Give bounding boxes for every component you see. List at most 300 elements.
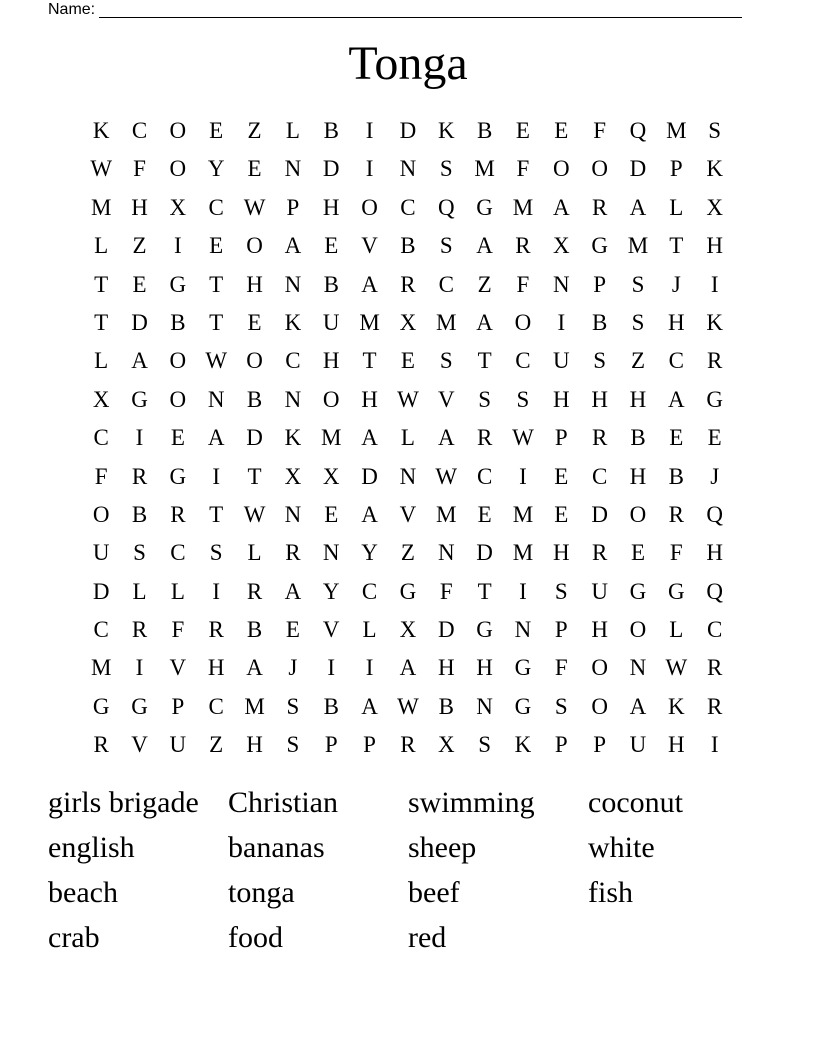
grid-letter: F [171, 617, 185, 643]
grid-letter: P [554, 732, 568, 758]
grid-letter: S [439, 156, 453, 182]
grid-row [82, 458, 734, 496]
grid-letter: H [668, 309, 685, 335]
grid-letter: P [286, 194, 300, 220]
word-list-item: white [588, 831, 655, 864]
grid-letter: S [439, 233, 453, 259]
grid-letter: P [324, 732, 338, 758]
grid-letter: J [671, 271, 681, 297]
grid-letter: Z [209, 732, 224, 758]
grid-letter: G [169, 463, 187, 489]
grid-letter: W [512, 425, 534, 451]
grid-letter: N [284, 386, 302, 412]
grid-letter: D [399, 118, 417, 143]
grid-letter: K [437, 118, 455, 143]
word-list-item: beach [48, 876, 118, 909]
grid-letter: Q [629, 118, 647, 143]
grid-letter: C [285, 348, 301, 374]
grid-row [82, 189, 734, 227]
grid-letter: L [94, 233, 109, 259]
grid-letter: A [361, 501, 378, 527]
grid-letter: T [209, 271, 224, 297]
grid-row [82, 304, 734, 342]
grid-letter: R [170, 501, 186, 527]
grid-letter: T [477, 578, 492, 604]
grid-letter: A [361, 693, 378, 719]
grid-letter: I [557, 309, 566, 335]
grid-letter: X [437, 732, 455, 758]
grid-letter: I [519, 578, 527, 604]
grid-letter: O [169, 348, 187, 374]
grid-letter: H [476, 655, 493, 681]
grid-letter: W [205, 348, 228, 374]
grid-letter: I [212, 578, 221, 604]
grid-letter: R [208, 617, 224, 643]
grid-letter: I [135, 655, 144, 681]
grid-letter: H [437, 655, 455, 681]
grid-letter: R [246, 578, 263, 604]
grid-letter: D [629, 156, 647, 182]
grid-letter: R [131, 617, 148, 643]
grid-letter: O [514, 309, 532, 335]
name-field[interactable] [48, 0, 742, 18]
grid-letter: E [630, 540, 646, 566]
letter-grid [82, 112, 734, 764]
grid-letter: H [361, 386, 378, 412]
grid-letter: F [516, 156, 530, 182]
grid-letter: H [591, 386, 608, 412]
grid-letter: I [710, 271, 719, 297]
grid-letter: B [246, 386, 263, 412]
grid-letter: Q [706, 501, 723, 527]
grid-letter: G [131, 693, 148, 719]
grid-letter: A [131, 348, 148, 374]
grid-letter: M [474, 156, 495, 182]
grid-letter: Q [437, 194, 455, 220]
grid-letter: A [476, 233, 493, 259]
grid-letter: S [478, 386, 491, 412]
grid-letter: G [476, 617, 493, 643]
grid-letter: H [629, 386, 647, 412]
name-label: Name: [48, 1, 96, 18]
grid-letter: O [361, 194, 378, 220]
grid-letter: V [131, 732, 148, 758]
grid-letter: E [669, 425, 684, 451]
grid-letter: O [169, 118, 187, 143]
grid-letter: B [476, 118, 493, 143]
grid-letter: A [207, 425, 225, 451]
grid-letter: E [285, 617, 300, 643]
grid-letter: K [284, 309, 302, 335]
grid-letter: E [170, 425, 185, 451]
grid-letter: L [285, 118, 300, 143]
grid-letter: H [668, 732, 685, 758]
grid-letter: I [519, 463, 527, 489]
grid-letter: H [246, 732, 263, 758]
grid-letter: N [284, 501, 302, 527]
grid-letter: F [516, 271, 530, 297]
grid-letter: U [322, 309, 340, 335]
grid-letter: M [512, 194, 534, 220]
grid-letter: Z [630, 348, 646, 374]
grid-letter: F [593, 118, 607, 143]
grid-letter: O [92, 501, 110, 527]
grid-row [82, 649, 734, 687]
grid-letter: B [630, 425, 646, 451]
grid-letter: R [707, 655, 723, 681]
grid-letter: D [361, 463, 378, 489]
grid-letter: Y [207, 156, 225, 182]
grid-letter: N [629, 655, 647, 681]
grid-letter: S [133, 540, 146, 566]
grid-letter: E [324, 501, 339, 527]
grid-letter: J [710, 463, 720, 489]
grid-letter: E [554, 118, 569, 143]
grid-letter: H [131, 194, 148, 220]
grid-letter: P [554, 425, 568, 451]
grid-letter: W [243, 501, 266, 527]
grid-letter: C [438, 271, 454, 297]
grid-letter: G [591, 233, 608, 259]
grid-letter: G [169, 271, 187, 297]
grid-letter: K [284, 425, 302, 451]
grid-letter: O [169, 386, 187, 412]
grid-row [82, 227, 734, 265]
grid-letter: A [629, 693, 647, 719]
grid-letter: I [365, 655, 374, 681]
grid-letter: E [209, 118, 224, 143]
grid-letter: Z [247, 118, 262, 143]
grid-letter: E [132, 271, 147, 297]
grid-letter: I [365, 118, 374, 143]
grid-letter: N [476, 693, 493, 719]
grid-letter: F [133, 156, 146, 182]
grid-letter: R [400, 271, 416, 297]
grid-letter: T [209, 309, 224, 335]
grid-letter: A [246, 655, 263, 681]
grid-letter: S [631, 309, 645, 335]
grid-letter: L [170, 578, 185, 604]
grid-letter: A [284, 233, 302, 259]
grid-letter: U [552, 348, 570, 374]
grid-letter: O [591, 693, 608, 719]
grid-letter: G [131, 386, 148, 412]
grid-row [82, 726, 734, 764]
grid-letter: N [437, 540, 455, 566]
grid-letter: X [322, 463, 340, 489]
grid-letter: R [668, 501, 684, 527]
grid-letter: E [247, 309, 262, 335]
grid-letter: C [208, 693, 224, 719]
grid-row [82, 688, 734, 726]
grid-letter: I [212, 463, 221, 489]
grid-letter: N [514, 617, 532, 643]
grid-letter: R [93, 732, 109, 758]
grid-letter: Z [477, 271, 492, 297]
grid-letter: D [437, 617, 455, 643]
grid-letter: E [209, 233, 224, 259]
grid-letter: S [286, 693, 300, 719]
grid-letter: H [629, 463, 647, 489]
grid-letter: E [554, 501, 569, 527]
grid-letter: I [327, 655, 336, 681]
grid-letter: A [629, 194, 647, 220]
grid-letter: U [92, 540, 110, 566]
word-list-item: bananas [228, 831, 325, 864]
grid-letter: X [552, 233, 570, 259]
word-list-item: Christian [228, 786, 338, 819]
grid-letter: P [593, 732, 607, 758]
grid-letter: G [514, 655, 532, 681]
grid-letter: R [591, 540, 608, 566]
grid-letter: L [362, 617, 377, 643]
grid-letter: A [668, 386, 685, 412]
grid-letter: B [323, 118, 339, 143]
grid-letter: T [209, 501, 224, 527]
word-list-item: food [228, 921, 283, 954]
grid-letter: I [135, 425, 144, 451]
grid-letter: M [244, 693, 265, 719]
grid-letter: A [476, 309, 493, 335]
grid-letter: T [477, 348, 492, 374]
name-blank-line[interactable] [99, 3, 742, 18]
grid-letter: C [93, 617, 109, 643]
grid-letter: V [399, 501, 417, 527]
grid-letter: W [665, 655, 688, 681]
grid-letter: H [207, 655, 225, 681]
grid-letter: R [515, 233, 531, 259]
grid-letter: C [476, 463, 493, 489]
grid-letter: Y [361, 540, 378, 566]
grid-letter: G [399, 578, 417, 604]
grid-letter: C [208, 194, 224, 220]
grid-letter: G [629, 578, 647, 604]
grid-letter: T [94, 271, 109, 297]
grid-letter: A [399, 655, 417, 681]
grid-letter: T [94, 309, 109, 335]
grid-letter: N [399, 156, 417, 182]
grid-letter: C [400, 194, 416, 220]
grid-letter: W [397, 693, 419, 719]
grid-row [82, 496, 734, 534]
grid-letter: O [629, 617, 647, 643]
grid-letter: P [171, 693, 185, 719]
grid-letter: D [322, 156, 340, 182]
grid-letter: H [552, 386, 570, 412]
grid-letter: C [131, 118, 148, 143]
grid-letter: N [322, 540, 340, 566]
grid-letter: H [322, 194, 340, 220]
grid-letter: F [439, 578, 453, 604]
grid-letter: M [436, 309, 457, 335]
grid-letter: R [707, 348, 723, 374]
grid-letter: R [591, 194, 608, 220]
grid-letter: N [284, 156, 302, 182]
grid-letter: D [131, 309, 148, 335]
grid-letter: G [668, 578, 685, 604]
grid-letter: R [707, 693, 723, 719]
grid-letter: K [514, 732, 532, 758]
grid-letter: L [669, 617, 684, 643]
grid-letter: L [132, 578, 147, 604]
grid-row [82, 342, 734, 380]
grid-row [82, 381, 734, 419]
grid-letter: I [365, 156, 374, 182]
grid-letter: X [284, 463, 302, 489]
grid-letter: W [243, 194, 266, 220]
grid-letter: H [322, 348, 340, 374]
grid-letter: S [209, 540, 223, 566]
grid-letter: R [285, 540, 301, 566]
grid-letter: K [706, 156, 723, 182]
grid-letter: E [554, 463, 569, 489]
grid-letter: L [669, 194, 684, 220]
grid-letter: L [94, 348, 109, 374]
grid-letter: B [323, 693, 339, 719]
grid-row [82, 611, 734, 649]
grid-letter: U [629, 732, 647, 758]
grid-letter: V [437, 386, 455, 412]
grid-letter: C [170, 540, 186, 566]
grid-letter: F [669, 540, 683, 566]
word-list-item: swimming [408, 786, 535, 819]
grid-letter: Y [322, 578, 340, 604]
grid-letter: V [169, 655, 187, 681]
grid-letter: G [706, 386, 723, 412]
grid-letter: X [92, 386, 110, 412]
grid-letter: S [286, 732, 300, 758]
grid-letter: E [400, 348, 415, 374]
grid-row [82, 534, 734, 572]
grid-letter: X [399, 617, 417, 643]
grid-letter: M [321, 425, 342, 451]
grid-letter: G [514, 693, 532, 719]
grid-row [82, 266, 734, 304]
grid-letter: O [322, 386, 340, 412]
grid-letter: W [90, 156, 113, 182]
grid-letter: C [93, 425, 109, 451]
grid-letter: M [627, 233, 649, 259]
grid-letter: B [668, 463, 684, 489]
grid-letter: D [92, 578, 110, 604]
grid-letter: L [247, 540, 262, 566]
grid-letter: M [90, 194, 112, 220]
word-list-item: english [48, 831, 135, 864]
grid-letter: B [170, 309, 186, 335]
grid-letter: B [131, 501, 148, 527]
grid-letter: C [515, 348, 531, 374]
grid-letter: N [552, 271, 570, 297]
grid-letter: A [361, 271, 378, 297]
grid-letter: R [400, 732, 416, 758]
word-list-item: sheep [408, 831, 477, 864]
grid-letter: D [476, 540, 493, 566]
grid-letter: X [706, 194, 723, 220]
grid-letter: O [246, 348, 263, 374]
grid-letter: F [94, 463, 108, 489]
grid-letter: H [246, 271, 263, 297]
grid-letter: A [552, 194, 570, 220]
grid-row [82, 573, 734, 611]
grid-letter: B [323, 271, 339, 297]
grid-letter: O [591, 655, 608, 681]
grid-letter: T [247, 463, 262, 489]
grid-letter: E [247, 156, 262, 182]
grid-row [82, 419, 734, 457]
grid-letter: U [169, 732, 187, 758]
grid-letter: E [324, 233, 339, 259]
grid-letter: S [708, 118, 722, 143]
word-list [48, 780, 768, 960]
grid-letter: B [591, 309, 608, 335]
grid-letter: D [591, 501, 608, 527]
grid-letter: S [631, 271, 645, 297]
grid-letter: O [591, 156, 608, 182]
grid-letter: M [436, 501, 457, 527]
grid-letter: A [284, 578, 302, 604]
grid-letter: Z [132, 233, 147, 259]
grid-letter: S [593, 348, 607, 374]
grid-letter: V [361, 233, 378, 259]
grid-letter: N [284, 271, 302, 297]
grid-letter: K [668, 693, 685, 719]
grid-letter: V [322, 617, 340, 643]
grid-letter: K [706, 309, 723, 335]
grid-letter: R [591, 425, 608, 451]
grid-letter: P [363, 732, 376, 758]
grid-letter: J [288, 655, 298, 681]
grid-letter: K [92, 118, 110, 143]
word-list-item: beef [408, 876, 460, 909]
grid-letter: M [512, 540, 534, 566]
grid-letter: H [552, 540, 570, 566]
puzzle-title: Tonga [348, 37, 468, 90]
grid-letter: T [669, 233, 684, 259]
grid-letter: S [554, 693, 568, 719]
grid-letter: E [707, 425, 722, 451]
grid-letter: N [207, 386, 225, 412]
grid-letter: O [552, 156, 570, 182]
grid-letter: L [400, 425, 415, 451]
grid-letter: O [169, 156, 187, 182]
grid-row [82, 150, 734, 188]
grid-letter: S [439, 348, 453, 374]
word-list-item: crab [48, 921, 100, 954]
grid-letter: S [554, 578, 568, 604]
grid-letter: U [591, 578, 608, 604]
grid-letter: E [477, 501, 492, 527]
word-list-item: tonga [228, 876, 295, 909]
word-list-item: girls brigade [48, 786, 199, 819]
grid-letter: B [438, 693, 454, 719]
grid-letter: B [400, 233, 416, 259]
grid-letter: Q [706, 578, 723, 604]
grid-letter: X [169, 194, 187, 220]
grid-letter: C [591, 463, 608, 489]
word-list-item: red [408, 921, 447, 954]
grid-letter: P [669, 156, 683, 182]
grid-letter: C [668, 348, 684, 374]
grid-letter: M [666, 118, 687, 143]
grid-letter: T [362, 348, 377, 374]
grid-letter: R [131, 463, 148, 489]
grid-letter: W [435, 463, 458, 489]
grid-letter: M [512, 501, 534, 527]
grid-letter: H [706, 233, 723, 259]
grid-letter: E [515, 118, 530, 143]
grid-letter: A [361, 425, 378, 451]
grid-letter: W [397, 386, 419, 412]
